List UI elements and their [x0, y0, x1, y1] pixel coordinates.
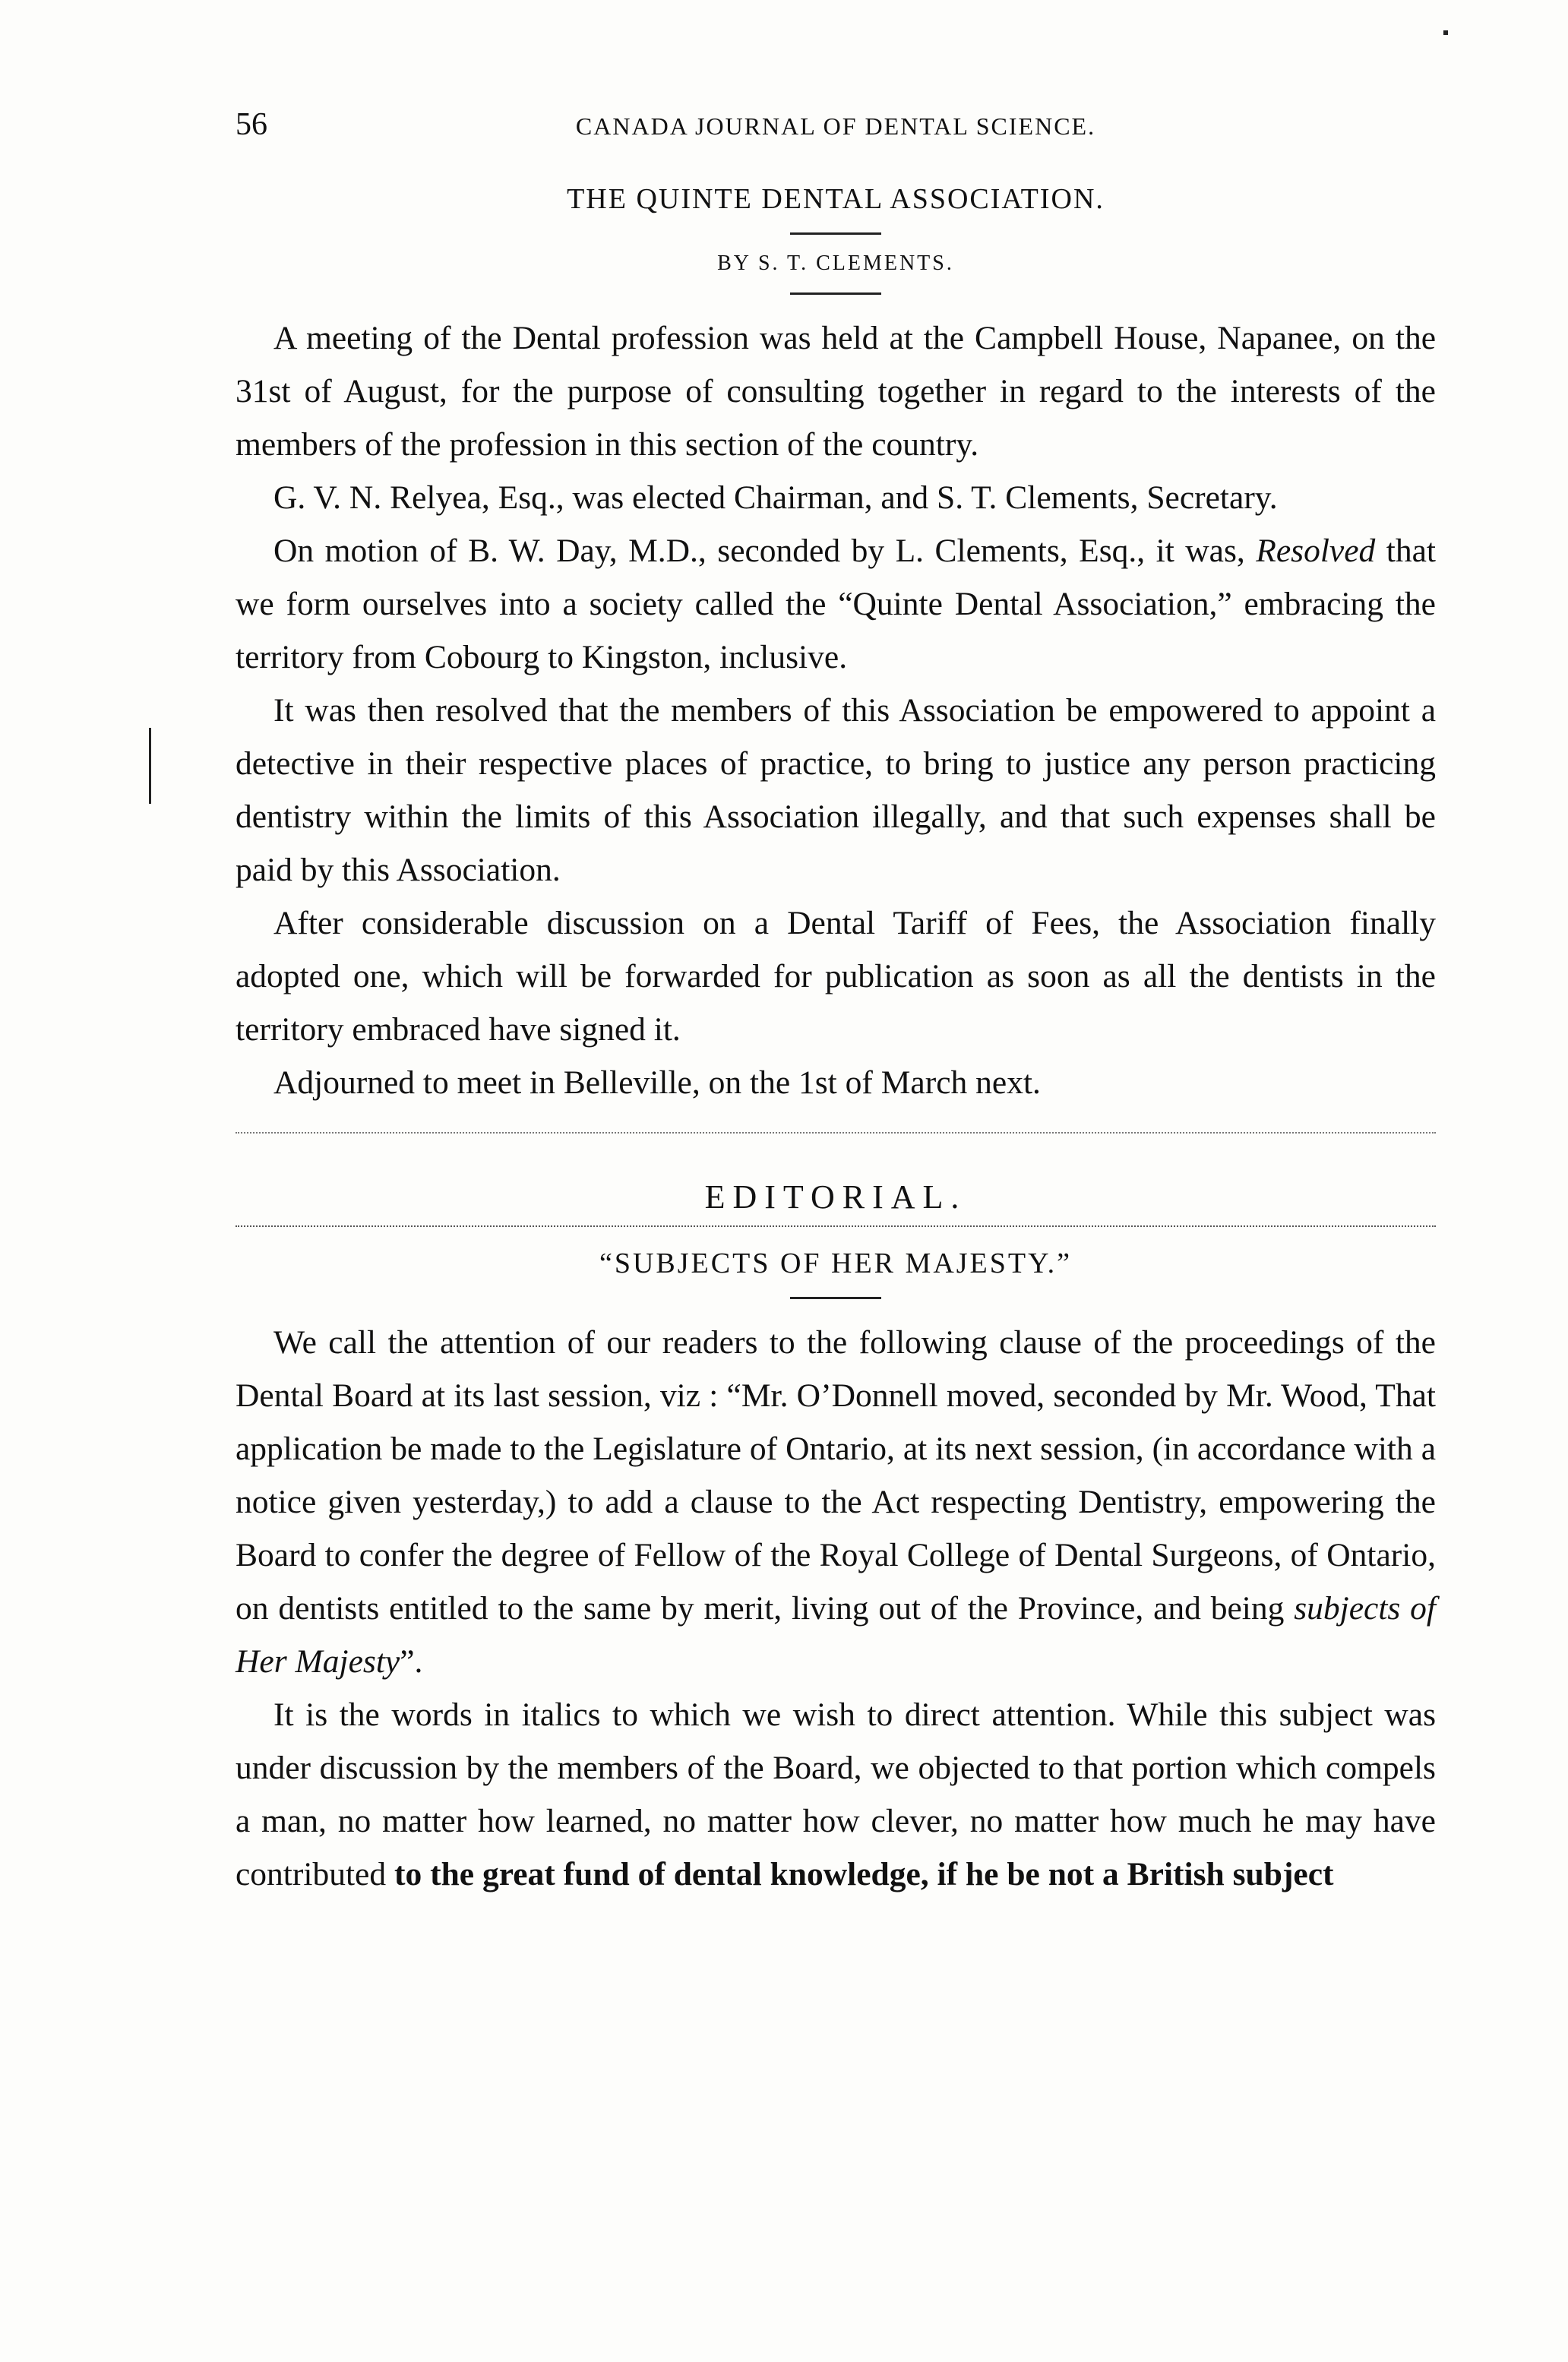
- section-divider: [236, 1132, 1436, 1156]
- title-rule: [790, 232, 881, 235]
- paragraph-meeting: A meeting of the Dental profession was held at the Campbell House, Napanee, on the 31st of August, for the purpose of consulting together in regard to the interests of the members of the profession in this section of the country.: [236, 320, 1436, 463]
- scan-speck: [1443, 30, 1448, 35]
- motion-italic: Resolved: [1256, 533, 1376, 569]
- page-number: 56: [236, 107, 267, 142]
- document-page: [236, 106, 1436, 1901]
- italics-text-start: It is the words in italics to which we wish to direct attention. While this subject was under discussion by the members of the Board, we objected to that portion which compels a man, no matter how learned, no matter how clever, no matter how much he may have contributed: [236, 1696, 1436, 1892]
- italics-text-end: to the great fund of dental knowledge, if he be not a British subject: [394, 1856, 1334, 1892]
- subtitle-rule: [790, 1297, 881, 1299]
- paragraph-officers: G. V. N. Relyea, Esq., was elected Chairman, and S. T. Clements, Secretary.: [273, 479, 1278, 516]
- running-header: [236, 106, 1436, 160]
- clause-text-start: We call the attention of our readers to the following clause of the proceedings of the Dental Board at its last session, viz : “Mr. O’Donnell moved, seconded by Mr. Wood, That application be made to the Legislature of Ontario, at its next session, (in accordance with a notice given yesterday,) to add a clause to the Act respecting Dentistry, empowering the Board to confer the degree of Fellow of the Royal College of Dental Surgeons, of Ontario, on dentists entitled to the same by merit, living out of the Province, and being: [236, 1324, 1436, 1627]
- paragraph-italics: [236, 1688, 1436, 1901]
- margin-mark: [149, 728, 151, 804]
- clause-text-end: ”.: [400, 1643, 423, 1680]
- clause-italic: subjects of Her Majesty: [236, 1590, 1436, 1680]
- article-byline: BY S. T. CLEMENTS.: [717, 251, 954, 275]
- journal-title: CANADA JOURNAL OF DENTAL SCIENCE.: [575, 112, 1096, 140]
- article-title: THE QUINTE DENTAL ASSOCIATION.: [567, 183, 1105, 215]
- paragraph-tariff: After considerable discussion on a Dental Tariff of Fees, the Association finally adopted one, which will be forwarded for publication as soon as all the dentists in the territory embraced have signed it.: [236, 905, 1436, 1048]
- editorial-heading: EDITORIAL.: [704, 1178, 967, 1216]
- paragraph-motion: [236, 524, 1436, 684]
- editorial-divider: [236, 1225, 1436, 1232]
- motion-text-start: On motion of B. W. Day, M.D., seconded by L. Clements, Esq., it was,: [273, 533, 1257, 569]
- paragraph-detective: It was then resolved that the members of this Association be empowered to appoint a detective in their respective places of practice, to bring to justice any person practicing dentistry within the limits of this Association illegally, and that such expenses shall be paid by this Association.: [236, 692, 1436, 888]
- editorial-subtitle: “SUBJECTS OF HER MAJESTY.”: [599, 1247, 1073, 1279]
- paragraph-clause: [236, 1316, 1436, 1688]
- motion-text-end: that we form ourselves into a society called the “Quinte Dental Association,” embracing the territory from Cobourg to Kingston, inclusive.: [236, 533, 1437, 675]
- byline-rule: [790, 292, 881, 295]
- paragraph-adjourned: Adjourned to meet in Belleville, on the 1st of March next.: [273, 1064, 1041, 1101]
